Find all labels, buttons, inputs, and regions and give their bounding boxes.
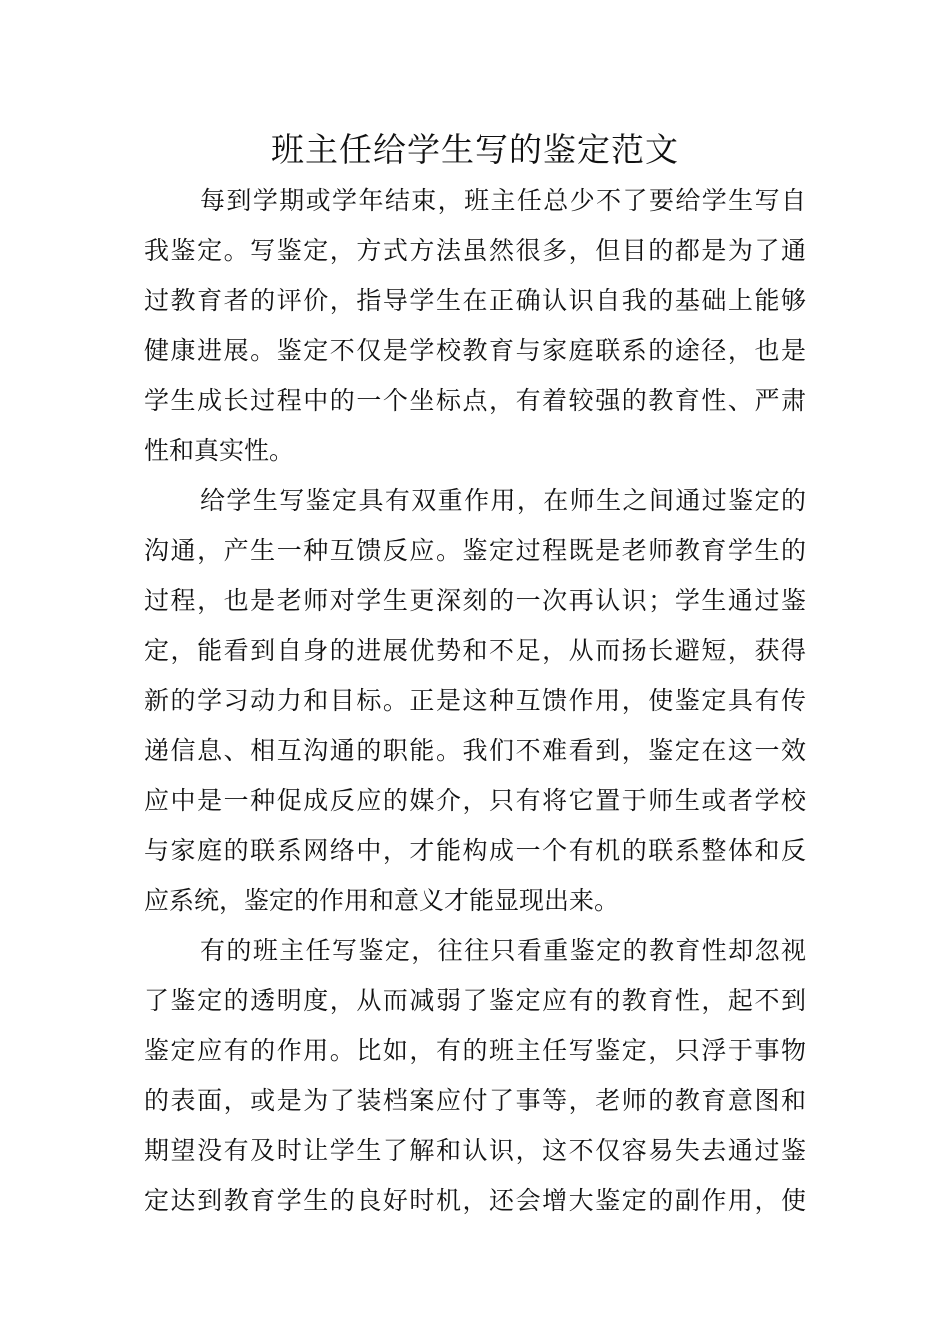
- text-line: 与家庭的联系网络中，才能构成一个有机的联系整体和反: [144, 836, 806, 865]
- text-line: 应中是一种促成反应的媒介，只有将它置于师生或者学校: [144, 786, 806, 815]
- text-line: 每到学期或学年结束，班主任总少不了要给学生写自: [200, 186, 806, 215]
- text-line: 学生成长过程中的一个坐标点，有着较强的教育性、严肃: [144, 386, 806, 415]
- text-line: 性和真实性。: [144, 436, 295, 465]
- text-line: 期望没有及时让学生了解和认识，这不仅容易失去通过鉴: [144, 1136, 806, 1165]
- paragraph-3: [144, 926, 806, 1226]
- document-body: [144, 176, 806, 1226]
- text-line: 应系统，鉴定的作用和意义才能显现出来。: [144, 886, 620, 915]
- paragraph-2: [144, 476, 806, 926]
- text-line: 我鉴定。写鉴定，方式方法虽然很多，但目的都是为了通: [144, 236, 806, 265]
- paragraph-1: [144, 176, 806, 476]
- text-line: 定，能看到自身的进展优势和不足，从而扬长避短，获得: [144, 636, 806, 665]
- text-line: 过教育者的评价，指导学生在正确认识自我的基础上能够: [144, 286, 806, 315]
- text-line: 沟通，产生一种互馈反应。鉴定过程既是老师教育学生的: [144, 536, 806, 565]
- document-title: 班主任给学生写的鉴定范文: [271, 130, 679, 169]
- text-line: 定达到教育学生的良好时机，还会增大鉴定的副作用，使: [144, 1186, 806, 1215]
- text-line: 递信息、相互沟通的职能。我们不难看到，鉴定在这一效: [144, 736, 806, 765]
- text-line: 给学生写鉴定具有双重作用，在师生之间通过鉴定的: [200, 486, 806, 515]
- text-line: 新的学习动力和目标。正是这种互馈作用，使鉴定具有传: [144, 686, 806, 715]
- text-line: 健康进展。鉴定不仅是学校教育与家庭联系的途径，也是: [144, 336, 806, 365]
- text-line: 鉴定应有的作用。比如，有的班主任写鉴定，只浮于事物: [144, 1036, 806, 1065]
- text-line: 过程，也是老师对学生更深刻的一次再认识；学生通过鉴: [144, 586, 806, 615]
- text-line: 有的班主任写鉴定，往往只看重鉴定的教育性却忽视: [200, 936, 806, 965]
- text-line: 了鉴定的透明度，从而减弱了鉴定应有的教育性，起不到: [144, 986, 806, 1015]
- text-line: 的表面，或是为了装档案应付了事等，老师的教育意图和: [144, 1086, 806, 1115]
